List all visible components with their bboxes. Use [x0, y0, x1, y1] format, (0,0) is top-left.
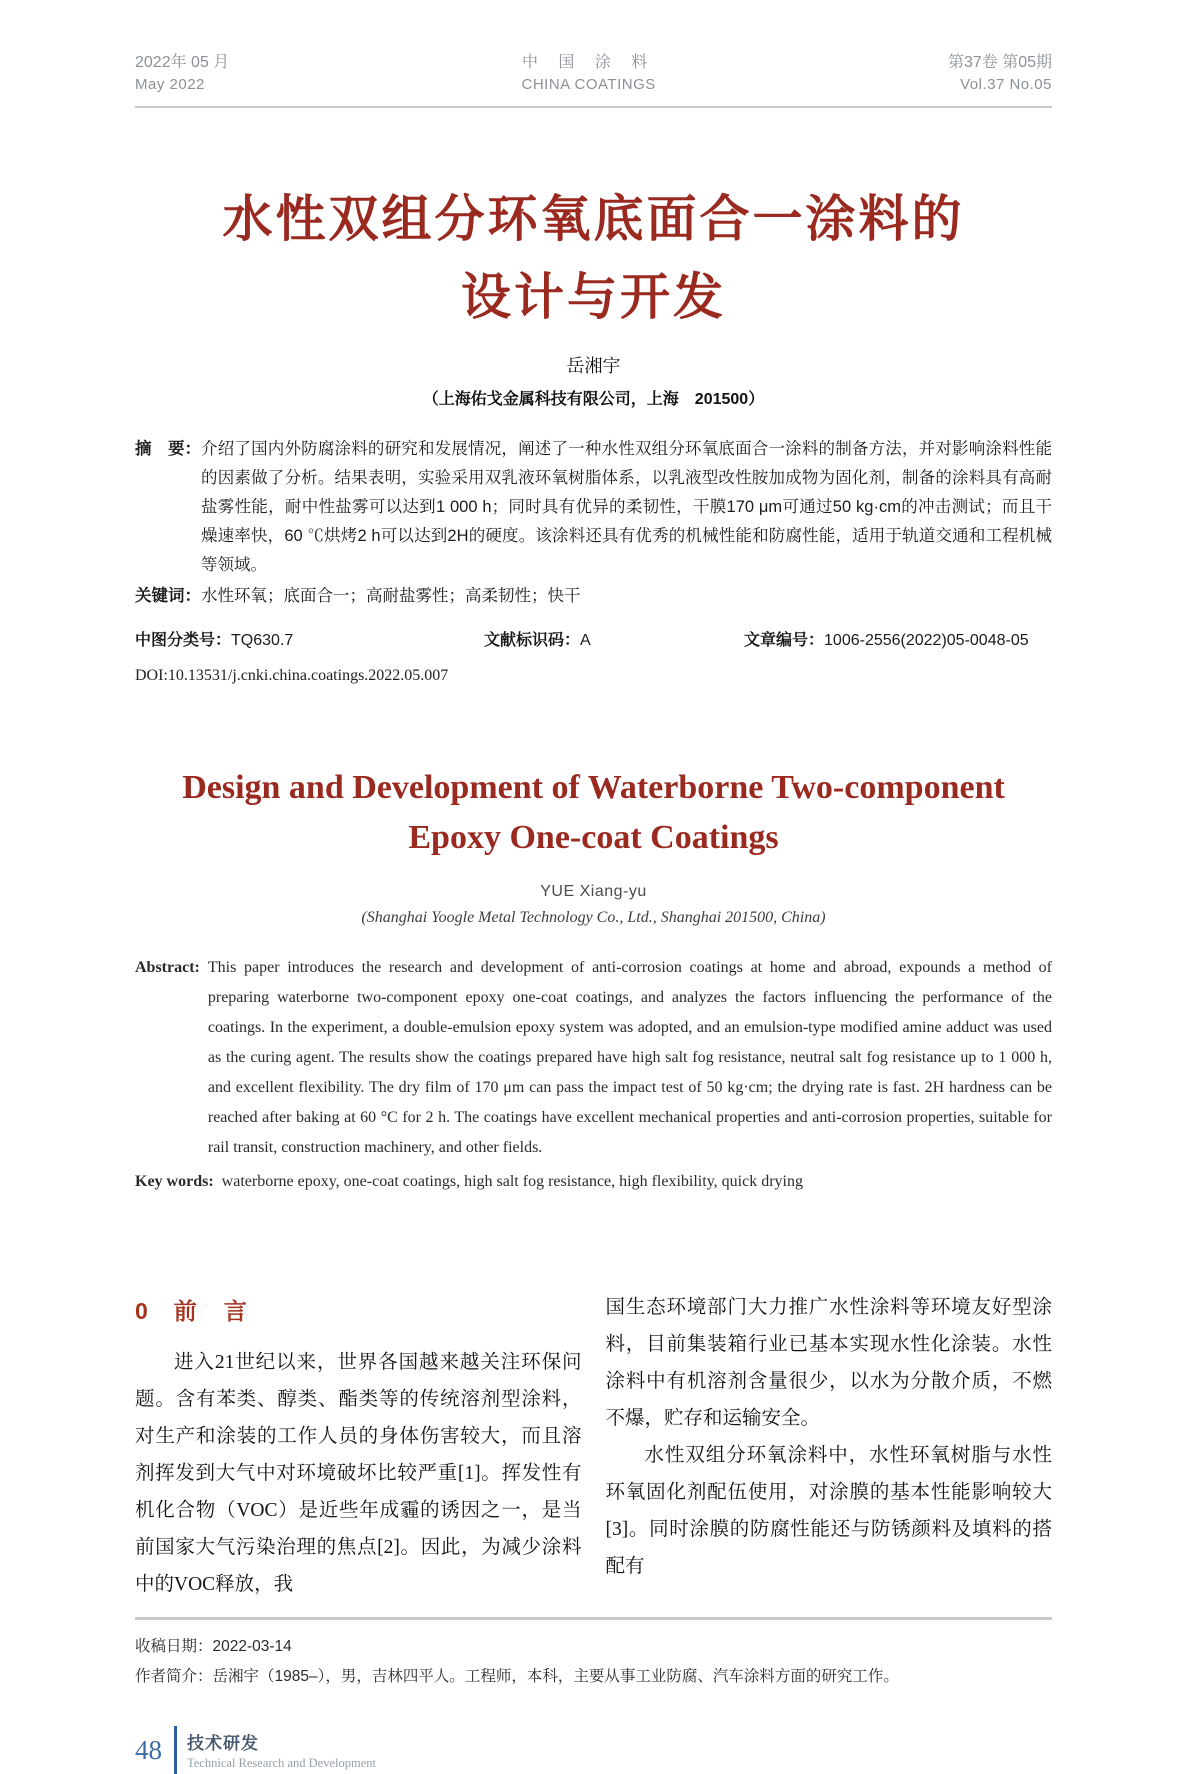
document-code-label: 文献标识码： [484, 632, 581, 649]
article-title-zh-line1: 水性双组分环氧底面合一涂料的 [222, 191, 965, 247]
issue-date-zh: 2022年 05 月 [135, 54, 230, 71]
doi: DOI:10.13531/j.cnki.china.coatings.2022.05.007 [135, 667, 449, 684]
body-column-right [606, 1289, 1053, 1603]
keywords-zh-label: 关键词： [135, 587, 201, 605]
issue-date-en: May 2022 [135, 76, 205, 93]
article-id [744, 627, 1029, 650]
author-bio-label: 作者简介： [135, 1668, 213, 1685]
article-id-value: 1006-2556(2022)05-0048-05 [824, 632, 1029, 649]
masthead-journal-name [522, 52, 656, 96]
author-zh: 岳湘宇 [566, 356, 621, 376]
abstract-en-text: This paper introduces the research and development of anti-corrosion coatings at home and abroad, expounds a method of preparing waterborne two-component epoxy one-coat coatings, and analyzes the factors influencing the performance of the coatings. In the experiment, a double-emulsion epoxy system was adopted, and an emulsion-type modified amine adduct was used as the curing agent. The results show the coatings prepared have high salt fog resistance, neutral salt fog resistance up to 1 000 h, and excellent flexibility. The dry film of 170 μm can pass the impact test of 50 kg·cm; the drying rate is fast. 2H hardness can be reached after baking at 60 °C for 2 h. The coatings have excellent mechanical properties and anti-corrosion properties, suitable for rail transit, construction machinery, and other fields. [207, 959, 1052, 1156]
page-footer [135, 1726, 1052, 1774]
author-bio [135, 1662, 1052, 1692]
footnote-block [135, 1632, 1052, 1692]
abstract-zh-text: 介绍了国内外防腐涂料的研究和发展情况，阐述了一种水性双组分环氧底面合一涂料的制备方法，并对影响涂料性能的因素做了分析。结果表明，实验采用双乳液环氧树脂体系，以乳液型改性胺加成物为固化剂，制备的涂料具有高耐盐雾性能，耐中性盐雾可以达到1 000 h；同时具有优异的柔韧性，干膜170 μm可通过50 kg·cm的冲击测试；而且干燥速率快，60 ℃烘烤2 h可以达到2H的硬度。该涂料还具有优秀的机械性能和防腐性能，适用于轨道交通和工程机械等领域。 [201, 440, 1052, 574]
keywords-en [135, 1167, 1052, 1197]
received-date-label: 收稿日期： [135, 1638, 213, 1655]
article-title-zh [135, 180, 1052, 336]
volume-issue-zh: 第37卷 第05期 [947, 54, 1052, 71]
footer-column-zh: 技术研发 [187, 1734, 259, 1753]
body-paragraph-right-2: 水性双组分环氧涂料中，水性环氧树脂与水性环氧固化剂配伍使用，对涂膜的基本性能影响较大[3]。同时涂膜的防腐性能还与防锈颜料及填料的搭配有 [605, 1445, 1052, 1577]
keywords-zh [135, 582, 1052, 611]
footer-column-en: Technical Research and Development [187, 1756, 376, 1770]
section-number: 0 [135, 1298, 148, 1324]
document-code [484, 627, 591, 650]
abstract-en-label: Abstract: [135, 959, 200, 976]
article-title-zh-line2: 设计与开发 [461, 269, 726, 325]
masthead-divider [135, 106, 1052, 108]
clc-label: 中图分类号： [135, 632, 232, 649]
author-bio-value: 岳湘宇（1985–），男，吉林四平人。工程师，本科，主要从事工业防腐、汽车涂料方面的研究工作。 [212, 1668, 899, 1685]
received-date [135, 1632, 1052, 1662]
clc-value: TQ630.7 [231, 632, 294, 649]
article-title-en [135, 763, 1052, 863]
section-title: 前 言 [173, 1298, 249, 1324]
document-code-value: A [580, 632, 591, 649]
section-heading-0 [135, 1293, 582, 1330]
abstract-zh [135, 435, 1052, 580]
keywords-en-label: Key words: [135, 1173, 214, 1190]
body-paragraph-left: 进入21世纪以来，世界各国越来越关注环保问题。含有苯类、醇类、酯类等的传统溶剂型涂料，对生产和涂装的工作人员的身体伤害较大，而且溶剂挥发到大气中对环境破坏比较严重[1]。挥发性有机化合物（VOC）是近些年成霾的诱因之一，是当前国家大气污染治理的焦点[2]。因此，为减少涂料中的VOC释放，我 [135, 1352, 582, 1595]
body-paragraph-right-1: 国生态环境部门大力推广水性涂料等环境友好型涂料，目前集装箱行业已基本实现水性化涂装。水性涂料中有机溶剂含量很少，以水为分散介质，不燃不爆，贮存和运输安全。 [605, 1297, 1052, 1429]
affiliation-en: (Shanghai Yoogle Metal Technology Co., Ltd., Shanghai 201500, China) [361, 909, 826, 926]
abstract-en [135, 953, 1052, 1163]
journal-name-en: CHINA COATINGS [521, 76, 656, 93]
footer-column-name [177, 1729, 376, 1771]
journal-name-zh: 中 国 涂 料 [521, 54, 656, 71]
keywords-en-text: waterborne epoxy, one-coat coatings, high salt fog resistance, high flexibility, quick drying [221, 1173, 803, 1190]
masthead-volume-issue [948, 52, 1052, 96]
masthead-issue-date [135, 52, 229, 96]
affiliation-zh: （上海佑戈金属科技有限公司，上海 201500） [422, 391, 765, 408]
journal-masthead [135, 52, 1052, 96]
clc-number [135, 627, 293, 650]
article-title-en-line1: Design and Development of Waterborne Two-component [182, 769, 1005, 806]
received-date-value: 2022-03-14 [212, 1638, 292, 1655]
volume-issue-en: Vol.37 No.05 [960, 76, 1052, 93]
author-en: YUE Xiang-yu [540, 883, 647, 900]
abstract-zh-label: 摘 要： [135, 440, 201, 458]
article-body [135, 1289, 1052, 1603]
keywords-zh-text: 水性环氧；底面合一；高耐盐雾性；高柔韧性；快干 [201, 587, 581, 605]
footnote-divider [135, 1617, 1052, 1620]
body-column-left [135, 1289, 582, 1603]
article-id-label: 文章编号： [744, 632, 825, 649]
classification-meta-row [135, 627, 1052, 651]
article-title-en-line2: Epoxy One-coat Coatings [408, 819, 779, 856]
page-number: 48 [135, 1734, 162, 1765]
